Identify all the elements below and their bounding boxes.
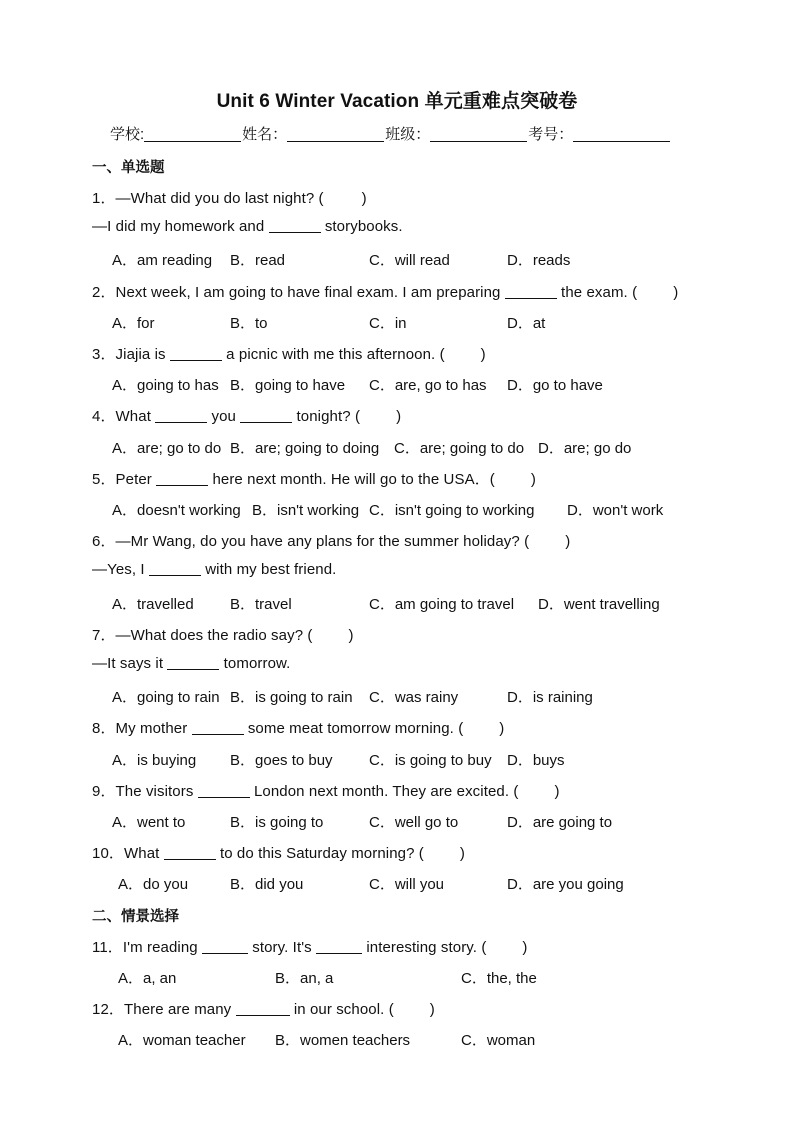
option-b[interactable]: B．women teachers (275, 1032, 411, 1049)
name-label: 姓名： (242, 126, 288, 143)
stem-text: here next month. He will go to the USA．( (208, 471, 495, 488)
question-number: 3． (92, 346, 116, 363)
question-stem (92, 530, 570, 551)
option-a[interactable]: A．doesn't working (112, 502, 241, 519)
question-stem (92, 624, 354, 645)
stem-text: London next month. They are excited. ( (249, 783, 519, 800)
stem-text: —Yes, I (92, 561, 149, 578)
option-a[interactable]: A．am reading (112, 252, 213, 269)
fill-blank[interactable] (505, 284, 557, 299)
fill-blank[interactable] (149, 561, 201, 576)
option-c[interactable]: C．isn't going to working (369, 502, 535, 519)
stem-text: storybooks. (320, 218, 403, 235)
question-number: 11． (92, 939, 123, 956)
class-label: 班级： (385, 126, 431, 143)
option-d[interactable]: D．buys (507, 752, 565, 769)
stem-text: —Mr Wang, do you have any plans for the summer holiday? ( (115, 533, 530, 550)
option-d[interactable]: D．are going to (507, 814, 613, 831)
question-number: 12． (92, 1001, 124, 1018)
question-stem (92, 842, 465, 863)
stem-text: ) (396, 408, 402, 425)
stem-text: Next week, I am going to have final exam. I am preparing (115, 284, 505, 301)
stem-text: ) (361, 190, 367, 207)
option-d[interactable]: D．are you going (507, 876, 624, 893)
option-c[interactable]: C．are, go to has (369, 377, 487, 394)
stem-text: with my best friend. (200, 561, 337, 578)
stem-text: The visitors (115, 783, 198, 800)
option-c[interactable]: C．will read (369, 252, 450, 269)
stem-text: —What does the radio say? ( (115, 627, 313, 644)
question-stem (92, 468, 536, 489)
exam-number-blank[interactable] (573, 126, 670, 142)
stem-text: Jiajia is (115, 346, 170, 363)
option-d[interactable]: D．went travelling (538, 596, 660, 613)
student-info-row (110, 123, 671, 144)
option-a[interactable]: A．are; go to do (112, 440, 222, 457)
stem-text: —What did you do last night? ( (115, 190, 324, 207)
stem-text: to do this Saturday morning? ( (215, 845, 424, 862)
question-stem (92, 998, 435, 1019)
stem-text: ) (499, 720, 505, 737)
fill-blank[interactable] (198, 783, 250, 798)
option-a[interactable]: A．for (112, 315, 155, 332)
fill-blank[interactable] (240, 408, 292, 423)
class-blank[interactable] (430, 126, 527, 142)
option-c[interactable]: C．well go to (369, 814, 459, 831)
exam-number-label: 考号： (528, 126, 574, 143)
option-c[interactable]: C．was rainy (369, 689, 459, 706)
stem-text: ) (554, 783, 560, 800)
stem-text: ) (530, 471, 537, 488)
stem-text: —I did my homework and (92, 218, 269, 235)
option-b[interactable]: B．an, a (275, 970, 334, 987)
stem-text: some meat tomorrow morning. ( (243, 720, 464, 737)
option-b[interactable]: B．are; going to doing (230, 440, 380, 457)
stem-text: —It says it (92, 655, 168, 672)
stem-text: you (207, 408, 241, 425)
stem-text: the exam. ( (556, 284, 638, 301)
name-blank[interactable] (287, 126, 384, 142)
fill-blank[interactable] (170, 346, 222, 361)
stem-text: ) (673, 284, 679, 301)
option-c[interactable]: C．woman (461, 1032, 536, 1049)
question-stem (92, 780, 560, 801)
option-a[interactable]: A．is buying (112, 752, 197, 769)
question-stem (92, 561, 336, 578)
stem-text: There are many (124, 1001, 236, 1018)
option-a[interactable]: A．going to has (112, 377, 219, 394)
option-d[interactable]: D．go to have (507, 377, 603, 394)
question-stem (92, 655, 290, 672)
fill-blank[interactable] (316, 939, 362, 954)
option-b[interactable]: B．isn't working (252, 502, 360, 519)
fill-blank[interactable] (269, 218, 321, 233)
option-a[interactable]: A．going to rain (112, 689, 220, 706)
option-d[interactable]: D．won't work (567, 502, 664, 519)
option-b[interactable]: B．goes to buy (230, 752, 333, 769)
stem-text: ) (429, 1001, 435, 1018)
fill-blank[interactable] (236, 1001, 290, 1016)
option-b[interactable]: B．travel (230, 596, 292, 613)
fill-blank[interactable] (167, 655, 219, 670)
question-stem (92, 717, 504, 738)
stem-text: tomorrow. (219, 655, 291, 672)
option-b[interactable]: B．is going to (230, 814, 324, 831)
fill-blank[interactable] (202, 939, 248, 954)
question-number: 8． (92, 720, 116, 737)
school-label: 学校: (110, 126, 145, 143)
section-heading: 二、情景选择 (92, 909, 179, 925)
option-a[interactable]: A．a, an (118, 970, 177, 987)
stem-text: a picnic with me this afternoon. ( (221, 346, 445, 363)
stem-text: I'm reading (122, 939, 202, 956)
stem-text: story. It's (247, 939, 317, 956)
option-b[interactable]: B．is going to rain (230, 689, 353, 706)
question-number: 6． (92, 533, 116, 550)
page-title: Unit 6 Winter Vacation 单元重难点突破卷 (216, 91, 578, 112)
section-heading: 一、单选题 (92, 160, 165, 176)
option-b[interactable]: B．to (230, 315, 268, 332)
option-d[interactable]: D．is raining (507, 689, 593, 706)
stem-text: tonight? ( (292, 408, 361, 425)
fill-blank[interactable] (155, 408, 207, 423)
stem-text: Peter (115, 471, 157, 488)
question-stem (92, 936, 528, 957)
stem-text: What (124, 845, 164, 862)
option-b[interactable]: B．going to have (230, 377, 346, 394)
option-b[interactable]: B．read (230, 252, 286, 269)
stem-text: ) (480, 346, 486, 363)
fill-blank[interactable] (192, 720, 244, 735)
option-c[interactable]: C．the, the (461, 970, 537, 987)
stem-text: What (115, 408, 156, 425)
question-stem (92, 218, 403, 235)
question-stem (92, 405, 401, 426)
option-a[interactable]: A．woman teacher (118, 1032, 246, 1049)
stem-text: ) (522, 939, 528, 956)
option-c[interactable]: C．are; going to do (394, 440, 525, 457)
question-number: 10． (92, 845, 124, 862)
stem-text: ) (565, 533, 571, 550)
school-blank[interactable] (144, 126, 241, 142)
option-a[interactable]: A．travelled (112, 596, 194, 613)
option-d[interactable]: D．are; go do (538, 440, 632, 457)
fill-blank[interactable] (156, 471, 208, 486)
question-number: 9． (92, 783, 116, 800)
question-number: 7． (92, 627, 116, 644)
stem-text: My mother (115, 720, 192, 737)
question-stem (92, 281, 678, 302)
question-number: 4． (92, 408, 116, 425)
stem-text: ) (459, 845, 466, 862)
stem-text: interesting story. ( (362, 939, 487, 956)
option-d[interactable]: D．reads (507, 252, 571, 269)
stem-text: in our school. ( (289, 1001, 394, 1018)
option-c[interactable]: C．is going to buy (369, 752, 492, 769)
option-a[interactable]: A．went to (112, 814, 186, 831)
option-c[interactable]: C．will you (369, 876, 445, 893)
option-a[interactable]: A．do you (118, 876, 189, 893)
fill-blank[interactable] (164, 845, 216, 860)
question-number: 2． (92, 284, 116, 301)
option-c[interactable]: C．am going to travel (369, 596, 515, 613)
option-c[interactable]: C．in (369, 315, 407, 332)
question-number: 1． (92, 190, 116, 207)
question-stem (92, 187, 367, 208)
stem-text: ) (348, 627, 354, 644)
option-b[interactable]: B．did you (230, 876, 304, 893)
option-d[interactable]: D．at (507, 315, 546, 332)
question-number: 5． (92, 471, 116, 488)
question-stem (92, 343, 486, 364)
